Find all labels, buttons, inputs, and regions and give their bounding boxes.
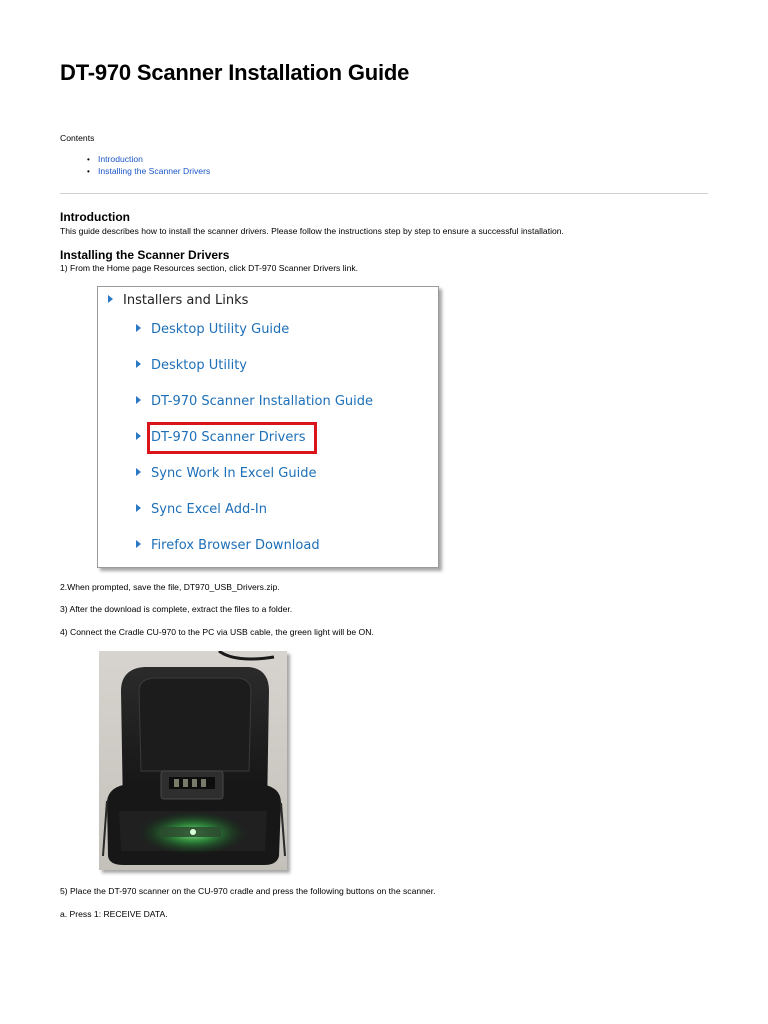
toc-item xyxy=(86,166,210,178)
panel-link-label: DT-970 Scanner Drivers xyxy=(151,430,306,445)
highlight-box xyxy=(147,422,317,454)
panel-link-label: Firefox Browser Download xyxy=(151,538,320,553)
arrow-icon xyxy=(136,360,141,368)
panel-link-installation-guide xyxy=(136,394,373,409)
arrow-icon xyxy=(136,540,141,548)
panel-link-label: Sync Excel Add-In xyxy=(151,502,267,517)
page-title: DT-970 Scanner Installation Guide xyxy=(60,60,410,85)
arrow-icon xyxy=(136,504,141,512)
cradle-photo xyxy=(99,651,287,870)
arrow-icon xyxy=(136,432,141,440)
panel-link-sync-work-guide xyxy=(136,466,316,481)
panel-header-label: Installers and Links xyxy=(123,293,249,308)
panel-link-desktop-utility xyxy=(136,358,247,373)
panel-link-label: Desktop Utility xyxy=(151,358,247,373)
panel-link-desktop-utility-guide xyxy=(136,322,289,337)
installers-links-header xyxy=(108,293,248,308)
toc-link-installing-drivers[interactable]: Installing the Scanner Drivers xyxy=(98,166,211,176)
introduction-heading: Introduction xyxy=(60,210,130,224)
contents-label: Contents xyxy=(60,133,95,143)
step-3-text: 3) After the download is complete, extract the files to a folder. xyxy=(60,604,293,614)
step-4-text: 4) Connect the Cradle CU-970 to the PC via USB cable, the green light will be ON. xyxy=(60,627,374,637)
step-5-text: 5) Place the DT-970 scanner on the CU-970 cradle and press the following buttons on the scanner. xyxy=(60,886,436,896)
panel-link-sync-excel-addin xyxy=(136,502,267,517)
step-2-text: 2.When prompted, save the file, DT970_USB_Drivers.zip. xyxy=(60,582,280,592)
panel-link-firefox-download xyxy=(136,538,320,553)
introduction-text: This guide describes how to install the scanner drivers. Please follow the instructions step by step to ensure a successful installation. xyxy=(60,226,564,236)
step-1-text: 1) From the Home page Resources section, click DT-970 Scanner Drivers link. xyxy=(60,263,359,273)
divider xyxy=(60,193,708,194)
toc-link-introduction[interactable]: Introduction xyxy=(98,154,143,164)
arrow-icon xyxy=(136,468,141,476)
arrow-icon xyxy=(136,396,141,404)
arrow-icon xyxy=(136,324,141,332)
step-5a-text: a. Press 1: RECEIVE DATA. xyxy=(60,909,168,919)
panel-link-label: Desktop Utility Guide xyxy=(151,322,290,337)
panel-link-label: DT-970 Scanner Installation Guide xyxy=(151,394,374,409)
bullet-icon: • xyxy=(87,155,90,164)
installing-heading: Installing the Scanner Drivers xyxy=(60,248,230,262)
table-of-contents xyxy=(86,154,210,178)
toc-item xyxy=(86,154,210,166)
bullet-icon: • xyxy=(87,167,90,176)
panel-link-label: Sync Work In Excel Guide xyxy=(151,466,317,481)
expand-arrow-icon xyxy=(108,295,113,303)
